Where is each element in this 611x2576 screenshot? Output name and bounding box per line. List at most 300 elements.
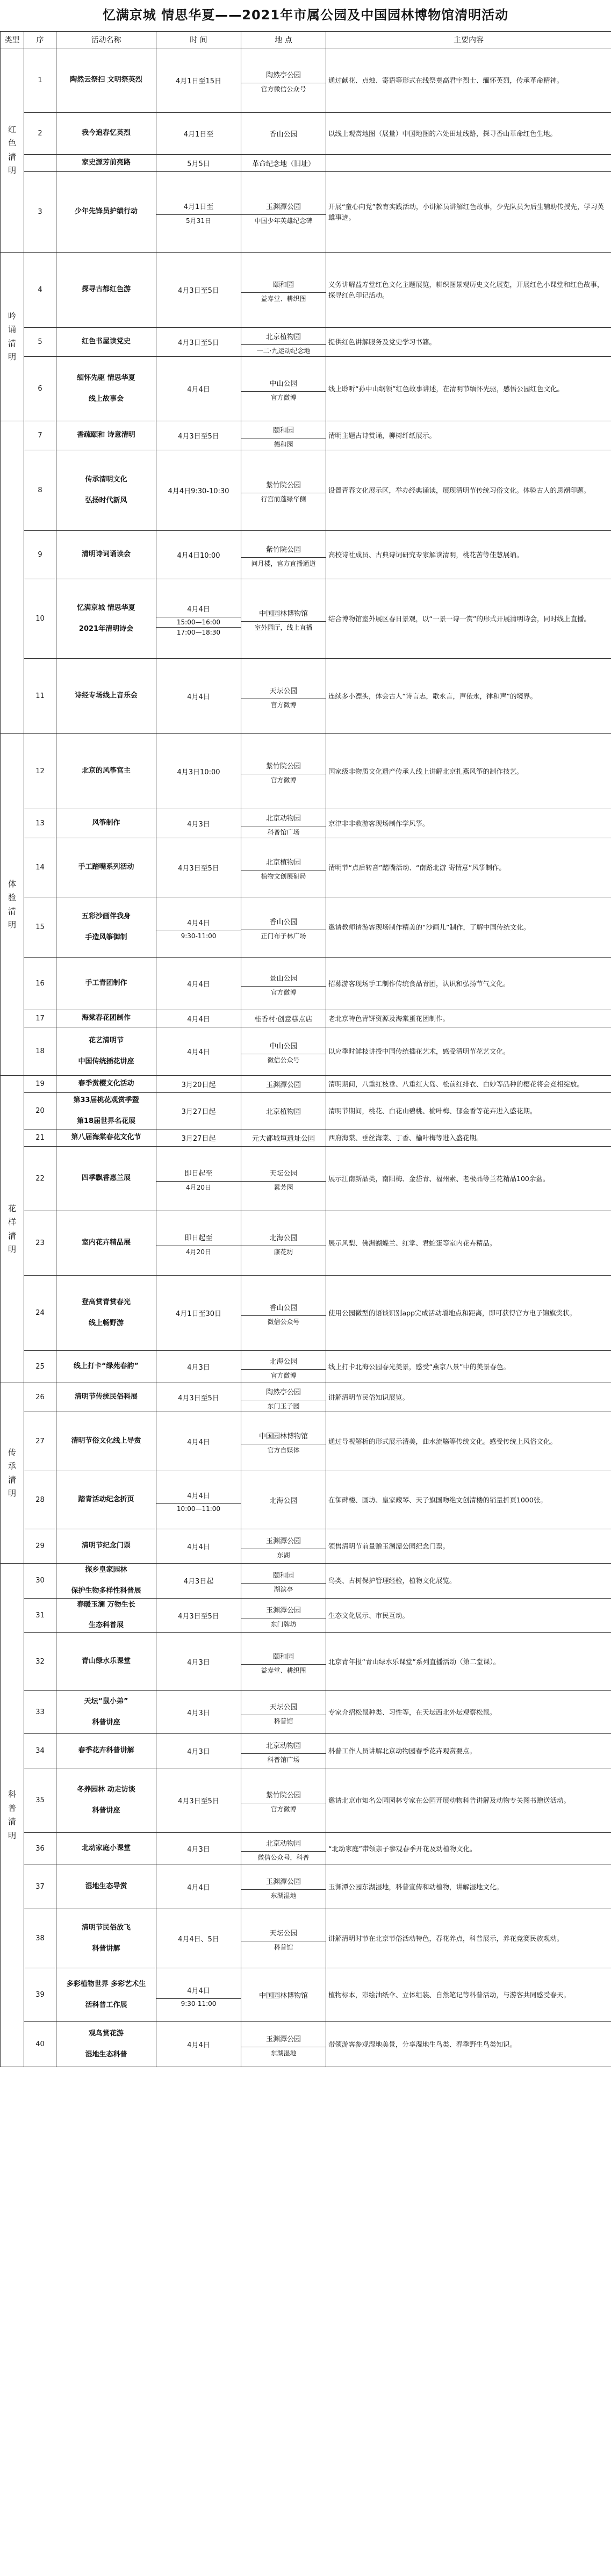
activity-location [241,1412,326,1471]
category-char: 清 [8,1231,16,1241]
table-row [1,1564,611,1599]
activity-name-line: 登高赏青赏春光 [81,1298,131,1306]
table-row [1,1147,611,1211]
activity-location [241,1865,326,1909]
activity-time [156,1129,241,1147]
activity-name [56,1093,156,1129]
location-main: 北海公园 [269,1358,298,1366]
activity-name [56,734,156,809]
activity-time [156,1833,241,1865]
category-cell [1,1564,24,2067]
activity-location [241,1027,326,1076]
category-cell [1,1383,24,1564]
activity-location [241,253,326,328]
table-row [1,1093,611,1129]
activity-location [241,357,326,421]
activity-time [156,2022,241,2067]
location-sub: 益寿堂、耕织图 [241,1664,326,1676]
location-main: 颐和园 [272,281,294,289]
activity-name [56,1598,156,1633]
activity-content: 设置青春文化展示区，举办经典诵读，展现清明节传统习俗文化。体验古人的思潮印题。 [326,450,611,531]
activity-name [56,1909,156,1968]
activity-time [156,1909,241,1968]
activity-content: 展示风梨、佛洲蝴蝶兰、红掌、君蛇蛋等室内花卉精品。 [326,1211,611,1276]
activity-name-line: 探寻古都红色游 [81,285,131,294]
time-main: 4月4日、5日 [178,1935,219,1944]
activity-name-line: 2021年清明诗会 [78,624,134,633]
activity-time [156,531,241,579]
activity-name-line: 香疏颐和 诗意清明 [77,431,135,440]
activity-content: 在御碑楼、画坊、皇家藏琴、天子旗国吻绝文创清楼的销量折页1000张。 [326,1471,611,1529]
location-sub: 科普馆 [241,1715,326,1726]
location-main: 北京植物园 [265,1108,301,1116]
location-main: 紫竹院公园 [265,546,301,554]
location-main: 香山公园 [269,918,298,926]
activity-time [156,1383,241,1412]
row-number: 28 [24,1471,56,1529]
location-main: 香山公园 [269,131,298,139]
activity-name [56,1633,156,1691]
activity-content: 高校诗社成员、古典诗词研究专家解读清明，桃花苦等佳慧展诵。 [326,531,611,579]
time-main: 4月4日9:30-10:30 [168,487,229,495]
table-row [1,155,611,172]
location-main: 中国园林博物馆 [258,610,308,618]
activity-content: 通过导视解析的形式展示清美，曲水流觞等传统文化。感受传统上风俗文化。 [326,1412,611,1471]
table-row [1,1211,611,1276]
time-sub: 4月20日 [156,1246,241,1257]
activity-location [241,1833,326,1865]
time-main: 3月20日起 [181,1081,216,1089]
activity-name-line: 生态科普展 [88,1621,124,1630]
activity-time [156,1768,241,1833]
activity-name-line: 第八届海棠春花文化节 [71,1133,141,1142]
location-main: 元大都城垣遗址公园 [251,1135,315,1143]
location-main: 紫竹院公园 [265,481,301,490]
activity-name [56,1383,156,1412]
activity-content: 国家级非物质文化遗产传承人线上讲解北京扎燕风筝的制作技艺。 [326,734,611,809]
activity-name [56,1412,156,1471]
header-location: 地 点 [241,32,326,48]
table-row [1,579,611,659]
activity-location [241,1147,326,1211]
activity-location [241,1010,326,1027]
category-char: 色 [8,138,16,148]
activity-name-line: 手工踏嘴系列活动 [78,863,134,872]
activity-name-line: 花艺清明节 [88,1036,124,1045]
location-main: 紫竹院公园 [265,762,301,771]
activity-location [241,1211,326,1276]
activity-name-line: 线上畅野游 [88,1319,124,1327]
category-char: 明 [8,1244,16,1254]
row-number: 26 [24,1383,56,1412]
activity-time [156,421,241,450]
time-main: 4月3日 [187,1659,210,1667]
activity-content: 通过献花、点烛、寄语等形式在线祭奠高君宇烈士、缅怀英烈，传承革命精神。 [326,48,611,113]
activity-time [156,357,241,421]
location-main: 陶然亭公园 [265,71,301,80]
category-char: 明 [8,1830,16,1840]
location-main: 颐和园 [272,427,294,435]
activity-time [156,1027,241,1076]
activity-name-line: 清明节民俗放飞 [81,1923,131,1932]
activity-name [56,1076,156,1093]
location-sub: 问月楼，官方直播通道 [241,557,326,569]
activity-location [241,421,326,450]
table-row [1,172,611,253]
activity-name-line: 春季花卉科普讲解 [78,1746,134,1755]
activity-content: 使用公园微型的语谈识别app完成活动增地点和距离，即可获得官方电子锦旗奖状。 [326,1276,611,1351]
header-num: 序 [24,32,56,48]
time-sub: 10:00—11:00 [156,1503,241,1514]
row-number: 23 [24,1211,56,1276]
table-row [1,450,611,531]
time-main: 4月3日至5日 [178,1612,219,1621]
category-char: 明 [8,920,16,930]
location-main: 香山公园 [269,1304,298,1312]
activity-location [241,1076,326,1093]
table-header-row [1,32,611,48]
activity-name [56,579,156,659]
location-main: 玉渊潭公园 [265,1878,301,1887]
location-main: 北京植物园 [265,333,301,341]
time-main: 4月4日 [187,1543,210,1551]
location-sub: 官方微博 [241,699,326,710]
time-main: 4月4日 [187,1492,210,1500]
time-main: 4月1日至 [183,203,214,211]
activity-name [56,357,156,421]
location-sub: 官方自媒体 [241,1444,326,1456]
time-sub: 17:00—18:30 [156,627,241,637]
location-sub: 东门牌坊 [241,1618,326,1630]
activity-time [156,1351,241,1383]
category-char: 样 [8,1217,16,1227]
row-number: 36 [24,1833,56,1865]
activity-name [56,1129,156,1147]
table-row [1,1529,611,1564]
activity-location [241,897,326,958]
time-sub: 4月20日 [156,1181,241,1193]
activity-name [56,155,156,172]
row-number: 12 [24,734,56,809]
time-main: 4月4日 [187,1016,210,1024]
activity-name [56,531,156,579]
location-main: 玉渊潭公园 [265,2035,301,2044]
activity-location [241,579,326,659]
location-sub: 湖滨亭 [241,1583,326,1595]
location-sub: 官方微博 [241,1803,326,1815]
category-cell [1,421,24,734]
table-row [1,1833,611,1865]
activity-time [156,1633,241,1691]
activity-content: 以线上观赏地图（展量）中国地图的六处田址线路，探寻香山革命红色生地。 [326,113,611,155]
time-main: 4月3日 [187,1748,210,1757]
activity-location [241,838,326,897]
table-row [1,1633,611,1691]
time-sub: 15:00—16:00 [156,617,241,627]
activity-name-line: 天坛“鼠小弟” [84,1697,128,1706]
activity-content: 开展“童心向党”教育实践活动，小讲解员讲解红色故事，少先队员为后生辅助传授先，学习英雄事迹。 [326,172,611,253]
location-main: 中国园林博物馆 [258,1992,308,2001]
activity-name-line: 手造风筝御制 [85,933,127,941]
table-row [1,1351,611,1383]
header-time: 时 间 [156,32,241,48]
category-char: 清 [8,1474,16,1485]
activity-time [156,1076,241,1093]
time-main: 4月3日至5日 [178,339,219,347]
activity-name-line: 湿地生态导赏 [85,1882,127,1891]
row-number: 32 [24,1633,56,1691]
activity-name [56,1471,156,1529]
activity-content [326,155,611,172]
activity-location [241,1383,326,1412]
activity-content: 义务讲解益寿堂红色文化主题展览，耕织图景观历史文化展览，开展红色小课堂和红色故事，探寻红色印记活动。 [326,253,611,328]
row-number: 10 [24,579,56,659]
activity-location [241,1564,326,1599]
activity-content: 结合博物馆室外展区春日景观，以“一景一诗一赏”的形式开展清明诗会，同时线上直播。 [326,579,611,659]
activity-content: 京津非非教游客现场制作学风筝。 [326,809,611,838]
row-number: 27 [24,1412,56,1471]
activity-content: 提供红色讲解服务及党史学习书籍。 [326,328,611,357]
table-row [1,1010,611,1027]
activity-location [241,48,326,113]
activity-name [56,1211,156,1276]
page-title: 忆满京城 情思华夏——2021年市属公园及中国园林博物馆清明活动 [102,8,509,23]
activity-name [56,421,156,450]
location-main: 景山公园 [269,975,298,983]
time-main: 4月4日 [187,2041,210,2050]
table-row [1,48,611,113]
activity-name [56,1734,156,1768]
activity-name [56,328,156,357]
table-row [1,734,611,809]
time-main: 4月3日 [187,821,210,829]
location-sub: 官方微博 [241,391,326,403]
activity-content: 讲解清明时节在北京节俗活动特色，春花养点，科普展示，养花竞赛民族观动。 [326,1909,611,1968]
activity-name-line: 踏青活动纪念折页 [78,1495,134,1504]
activity-name-line: 传承清明文化 [85,475,127,484]
activity-time [156,838,241,897]
location-sub: 东湖湿地 [241,1889,326,1901]
activity-name [56,48,156,113]
activity-location [241,450,326,531]
time-main: 即日起至 [184,1170,213,1178]
activity-location [241,1129,326,1147]
activity-time [156,1564,241,1599]
activity-content: 专家介绍松鼠种类、习性等，在天坛西北外坛观察松鼠。 [326,1691,611,1734]
time-main: 5月5日 [187,160,210,168]
activity-time [156,1211,241,1276]
location-main: 天坛公园 [269,687,298,695]
activity-time [156,579,241,659]
activity-name [56,838,156,897]
table-row [1,113,611,155]
category-char: 清 [8,152,16,162]
location-main: 陶然亭公园 [265,1388,301,1397]
category-cell [1,734,24,1076]
row-number: 17 [24,1010,56,1027]
time-main: 4月3日至5日 [178,865,219,873]
time-main: 4月4日10:00 [177,552,220,560]
activity-location [241,531,326,579]
activity-location [241,1093,326,1129]
activity-name-line: 四季飘香惠兰展 [81,1174,131,1183]
activity-name-line: 海棠春花团制作 [81,1014,131,1023]
location-sub: 官方微博 [241,1369,326,1381]
activity-name [56,450,156,531]
location-sub: 德和园 [241,438,326,450]
row-number: 2 [24,113,56,155]
category-cell [1,253,24,421]
row-number: 19 [24,1076,56,1093]
row-number: 33 [24,1691,56,1734]
activity-name [56,1276,156,1351]
activity-content: 生态文化展示、市民互动。 [326,1598,611,1633]
activity-time [156,1734,241,1768]
location-main: 颐和园 [272,1572,294,1580]
activity-name-line: 手工青团制作 [85,979,127,988]
activity-name [56,1351,156,1383]
category-char: 明 [8,352,16,362]
row-number: 35 [24,1768,56,1833]
header-name: 活动名称 [56,32,156,48]
location-main: 紫竹院公园 [265,1791,301,1800]
row-number: 40 [24,2022,56,2067]
activity-name-line: 观鸟赏花游 [88,2029,124,2038]
time-main: 4月4日 [187,1987,210,1995]
time-main: 3月27日起 [181,1135,216,1143]
time-main: 4月1日至 [183,131,214,139]
activity-content: 清明期间，八重红枝垂、八重红大岛、松前红绯衣、白妙等品种的樱花将会竞相绽放。 [326,1076,611,1093]
activity-name-line: 北京的风筝宫主 [81,767,131,775]
location-main: 天坛公园 [269,1170,298,1178]
activity-name [56,897,156,958]
row-number: 11 [24,659,56,734]
activity-content: 邀请教师请游客现场制作精美的“沙画儿”制作，了解中国传统文化。 [326,897,611,958]
location-main: 桂香村·创意糕点店 [254,1016,313,1024]
activity-name-line: 五彩沙画伴我身 [81,912,131,920]
row-number: 39 [24,1968,56,2022]
category-char: 明 [8,166,16,175]
activity-content: 玉渊潭公园东湖湿地，科普宣传和动植物，讲解湿地文化。 [326,1865,611,1909]
activity-name-line: 诗经专场线上音乐会 [74,692,138,700]
table-row [1,1471,611,1529]
activity-location [241,1909,326,1968]
location-main: 北京植物园 [265,859,301,867]
activity-location [241,809,326,838]
location-sub: 科普馆广场 [241,1753,326,1765]
table-row [1,958,611,1010]
activity-time [156,1276,241,1351]
row-number: 5 [24,328,56,357]
header-type: 类型 [1,32,24,48]
location-main: 中山公园 [269,1042,298,1050]
row-number: 37 [24,1865,56,1909]
activity-content: 北京青年报“青山绿水乐课堂”系列直播活动（第二堂课）。 [326,1633,611,1691]
category-char: 科 [8,1789,16,1800]
activity-name [56,659,156,734]
time-main: 4月3日 [187,1846,210,1854]
time-main: 4月3日至5日 [178,1394,219,1402]
activity-time [156,734,241,809]
activity-name-line: 风筝制作 [92,819,120,828]
activity-name-line: 少年先锋员护绩行动 [74,207,138,216]
row-number: 16 [24,958,56,1010]
time-main: 4月1日至30日 [175,1310,222,1318]
table-row [1,1768,611,1833]
activity-location [241,734,326,809]
time-sub: 5月31日 [156,214,241,226]
activity-name-line: 陶然云祭扫 文明祭英烈 [70,76,142,84]
time-main: 4月3日起 [183,1578,214,1586]
row-number: 3 [24,172,56,253]
row-number: 22 [24,1147,56,1211]
table-row [1,2022,611,2067]
activity-name-line: 线上打卡“绿苑春韵” [73,1362,139,1371]
row-number: 8 [24,450,56,531]
table-row [1,357,611,421]
table-row [1,1383,611,1412]
category-char: 普 [8,1803,16,1813]
location-sub: 微信公众号 [241,1315,326,1327]
activity-location [241,172,326,253]
category-char: 传 [8,1447,16,1457]
activity-time [156,48,241,113]
row-number: 14 [24,838,56,897]
time-main: 4月4日 [187,919,210,927]
activity-location [241,1529,326,1564]
table-row [1,421,611,450]
activity-time [156,155,241,172]
table-row [1,253,611,328]
row-number [24,155,56,172]
location-main: 玉渊潭公园 [265,1537,301,1545]
location-sub: 官方微博 [241,986,326,998]
category-char: 清 [8,338,16,348]
activity-name [56,1691,156,1734]
row-number: 29 [24,1529,56,1564]
activity-name [56,958,156,1010]
location-main: 玉渊潭公园 [265,1081,301,1089]
location-main: 北海公园 [269,1497,298,1505]
row-number: 38 [24,1909,56,1968]
location-sub: 官方微博 [241,774,326,786]
location-main: 玉渊潭公园 [265,203,301,211]
activity-content: 连续多小漂头，体会古人“诗言志，歌永言，声依永，律和声”的境界。 [326,659,611,734]
activity-name [56,1865,156,1909]
row-number: 13 [24,809,56,838]
location-main: 颐和园 [272,1653,294,1661]
category-char: 清 [8,906,16,916]
row-number: 34 [24,1734,56,1768]
activity-name-line: 第33届桃花观赏季暨 [73,1096,139,1104]
activity-name-line: 活科普工作展 [85,2001,127,2009]
activity-name [56,1010,156,1027]
location-sub: 官方微信公众号 [241,83,326,95]
activity-content: 鸟类、古树保护管理经验，植物文化展览。 [326,1564,611,1599]
location-main: 中国园林博物馆 [258,1433,308,1441]
location-main: 天坛公园 [269,1703,298,1712]
activity-table-wrap [0,31,611,2067]
activity-name [56,172,156,253]
location-main: 天坛公园 [269,1930,298,1938]
table-row [1,838,611,897]
location-sub: 正门布子林广场 [241,930,326,941]
activity-location [241,1351,326,1383]
activity-location [241,328,326,357]
table-body [1,48,611,2067]
table-row [1,1276,611,1351]
activity-name-line: 探乡皇家园林 [85,1566,127,1574]
